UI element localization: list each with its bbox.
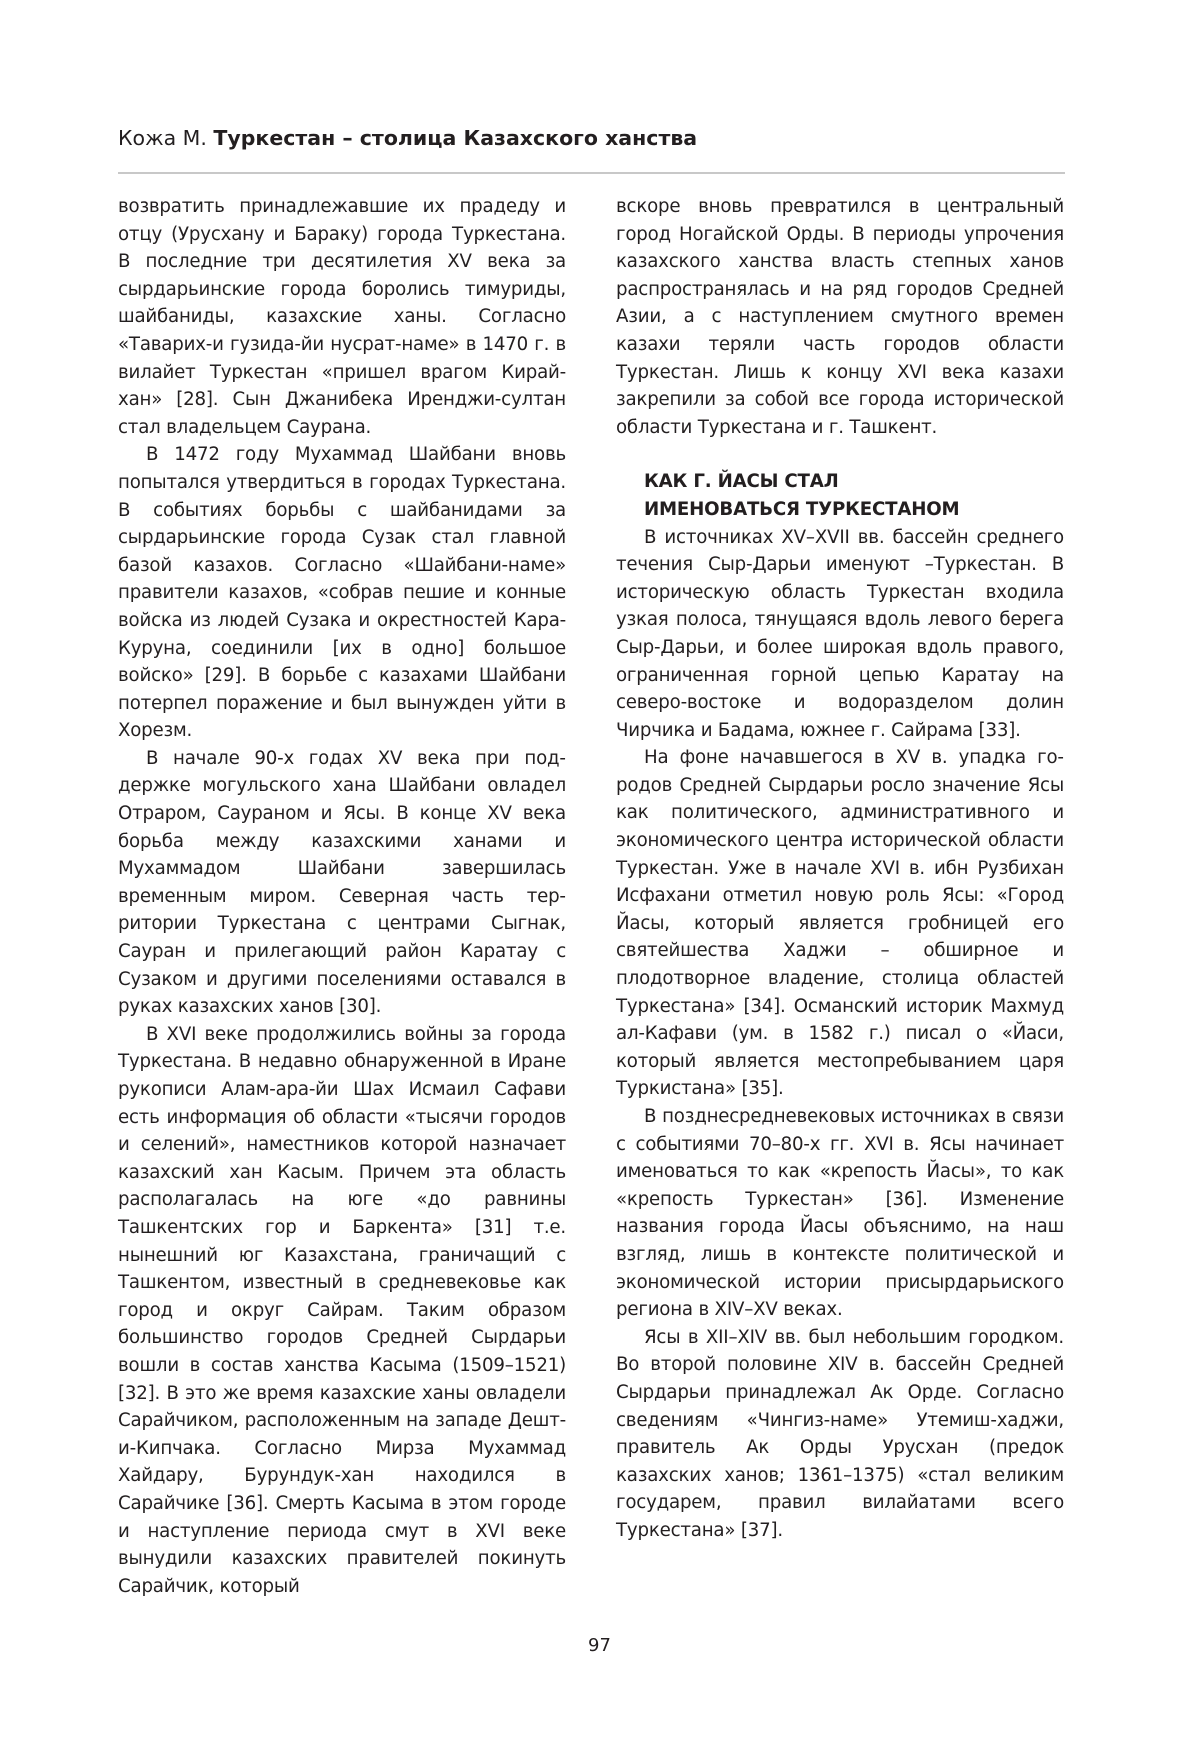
section-heading-line: ИМЕНОВАТЬСЯ ТУРКЕСТАНОМ	[644, 498, 960, 520]
paragraph: В начале 90-х годах XV века при поддержке могульского хана Шайбани овладел Отраром, Саураном и Ясы. В конце XV века борьба между казахскими ханами и Мухаммадом Шайбани завершилась временным миром. Северная часть территории Туркестана с центрами Сыгнак, Сауран и прилегающий район Каратау с Сузаком и другими поселениями оставался в руках казахских ханов [30].	[118, 747, 566, 1018]
header-title: Туркестан – столица Казахского ханства	[213, 126, 698, 150]
paragraph: В XVI веке продолжились войны за города Туркестана. В недавно обнаруженной в Иране рукописи Алам-ара-йи Шах Исмаил Сафави есть информация об области «тысячи городов и селений», наместников которой назначает казахский хан Касым. Причем эта область располагалась на юге «до равнины Ташкентских гор и Баркента» [31] т.е. нынешний юг Казахстана, граничащий с Ташкентом, известный в средневековье как город и округ Сайрам. Таким образом большинство городов Средней Сырдарьи вошли в состав ханства Касыма (1509–1521) [32]. В это же время казахские ханы овладели Сарайчиком, расположенным на западе Дешт-и-Кипчака. Согласно Мирза Мухаммад Хайдару, Бурундук-хан находился в Сарайчике [36]. Смерть Касыма в этом городе и наступление периода смут в XVI веке вынудили казахских правителей покинуть Сарайчик, который	[118, 1023, 566, 1597]
paragraph: В 1472 году Мухаммад Шайбани вновь попытался утвердиться в городах Туркестана. В событиях борьбы с шайбанидами за сырдарьинские города Сузак стал главной базой казахов. Согласно «Шайбани-наме» правители казахов, «собрав пешие и конные войска из людей Сузака и окрестностей Кара-Куруна, соединили [их в одно] большое войско» [29]. В борьбе с казахами Шайбани потерпел поражение и был вынужден уйти в Хорезм.	[118, 444, 566, 742]
page-number: 97	[588, 1635, 611, 1656]
header-author: Кожа М.	[118, 126, 207, 150]
paragraph: возвратить принадлежавшие их прадеду и отцу (Урусхану и Бараку) города Туркестана. В последние три десятилетия XV века за сырдарьинские города боролись тимуриды, шайбаниды, казахские ханы. Согласно «Таварих-и гузида-йи нусрат-наме» в 1470 г. в вилайет Туркестан «пришел врагом Кирай-хан» [28]. Сын Джанибека Иренджи-султан стал владельцем Саурана.	[118, 196, 566, 438]
header-divider	[118, 172, 1065, 174]
right-column	[616, 193, 1064, 1545]
paragraph: На фоне начавшегося в XV в. упадка городов Средней Сырдарьи росло значение Ясы как политического, административного и экономического центра исторической области Туркестан. Уже в начале XVI в. ибн Рузбихан Исфахани отметил новую роль Ясы: «Город Йасы, который является гробницей его святейшества Хаджи – обширное и плодотворное владение, столица областей Туркестана» [34]. Османский историк Махмуд ал-Кафави (ум. в 1582 г.) писал о «Йаси, который является местопребыванием царя Туркистана» [35].	[616, 747, 1064, 1100]
paragraph: В источниках XV–XVII вв. бассейн среднего течения Сыр-Дарьи именуют –Туркестан. В историческую область Туркестан входила узкая полоса, тянущаяся вдоль левого берега Сыр-Дарьи, и более широкая вдоль правого, ограниченная горной цепью Каратау на северо-востоке и водоразделом долин Чирчика и Бадама, южнее г. Сайрама [33].	[616, 526, 1064, 741]
running-header	[118, 123, 1078, 153]
section-heading	[616, 468, 1064, 523]
left-column	[118, 193, 566, 1600]
section-heading-line: КАК Г. ЙАСЫ СТАЛ	[644, 471, 839, 493]
paragraph: Ясы в XII–XIV вв. был небольшим городком. Во второй половине XIV в. бассейн Средней Сырдарьи принадлежал Ак Орде. Согласно сведениям «Чингиз-наме» Утемиш-хаджи, правитель Ак Орды Урусхан (предок казахских ханов; 1361–1375) «стал великим государем, правил вилайатами всего Туркестана» [37].	[616, 1326, 1064, 1541]
paragraph: вскоре вновь превратился в центральный город Ногайской Орды. В периоды упрочения казахского ханства власть степных ханов распространялась и на ряд городов Средней Азии, а с наступлением смутного времен казахи теряли часть городов области Туркестан. Лишь к концу XVI века казахи закрепили за собой все города исторической области Туркестана и г. Ташкент.	[616, 196, 1064, 438]
paragraph: В позднесредневековых источниках в связи с событиями 70–80-х гг. XVI в. Ясы начинает именоваться то как «крепость Йасы», то как «крепость Туркестан» [36]. Изменение названия города Йасы объяснимо, на наш взгляд, лишь в контексте политической и экономической истории присырдарьиского региона в XIV–XV веках.	[616, 1106, 1064, 1321]
